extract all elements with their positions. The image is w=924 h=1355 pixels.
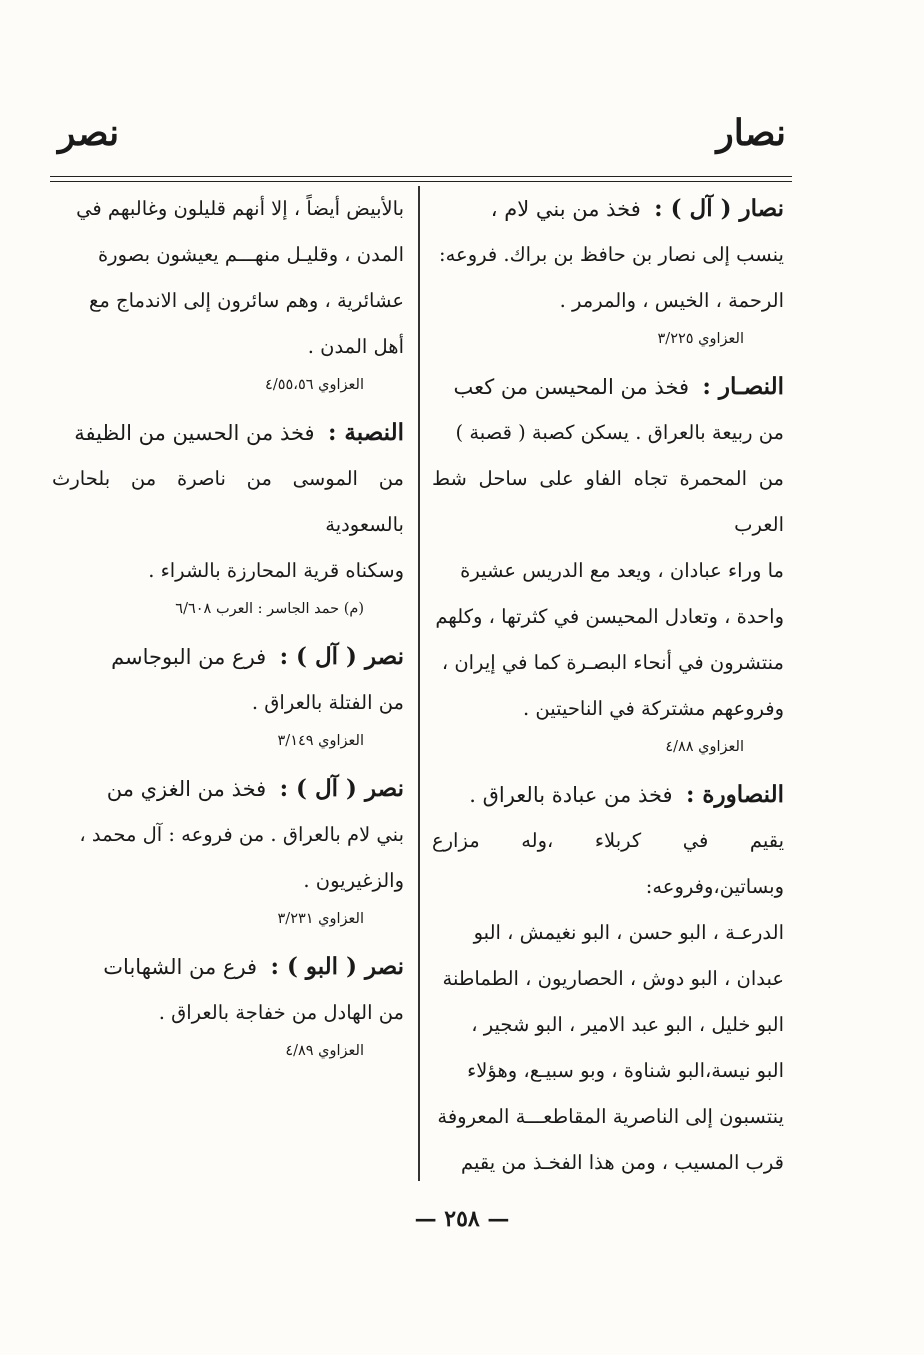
entry-line: من الموسى من ناصرة من بلحارث بالسعودية — [52, 467, 404, 536]
entry-source: (م) حمد الجاسر : العرب ٦/٦٠٨ — [175, 601, 364, 617]
entry-al-nassar — [432, 186, 784, 352]
entry-line: والزغيريون . — [303, 869, 404, 892]
entry-line: واحدة ، وتعادل المحيسن في كثرتها ، وكلهم — [435, 605, 784, 628]
entry-line: فخذ من الحسين من الظيفة — [74, 421, 315, 445]
entry-headword: النصبة : — [327, 419, 404, 446]
entry-line: البو خليل ، البو عبد الامير ، البو شجير ، — [471, 1013, 784, 1036]
entry-line: وفروعهم مشتركة في الناحيتين . — [522, 697, 784, 720]
entry-line: ينسب إلى نصار بن حافظ بن براك. فروعه: — [439, 243, 784, 266]
entry-line: أهل المدن . — [307, 335, 404, 358]
entry-source: العزاوي ٤/٨٩ — [285, 1043, 364, 1059]
entry-line: من المحمرة تجاه الفاو على ساحل شط العرب — [432, 467, 784, 536]
entry-headword: نصار ( آل ) : — [654, 195, 784, 222]
entry-headword: النصاورة : — [685, 781, 784, 808]
entry-line: فرع من الشهابات — [103, 955, 258, 979]
entry-line: من ربيعة بالعراق . يسكن كصبة ( قصبة ) — [455, 421, 784, 444]
entry-nasr-albu — [52, 944, 404, 1064]
entry-headword: نصر ( آل ) : — [279, 775, 404, 802]
entry-source: العزاوي ٣/٢٣١ — [277, 911, 364, 927]
entry-continuation — [52, 186, 404, 398]
entry-line: يقيم في كربلاء ،وله مزارع وبساتين،وفروعه: — [432, 829, 784, 898]
entry-al-nusba — [52, 410, 404, 622]
entry-source: العزاوي ٣/١٤٩ — [277, 733, 364, 749]
entry-source: العزاوي ٤/٥٥،٥٦ — [265, 377, 364, 393]
running-head-left: نصر — [58, 112, 120, 154]
entry-line: ما وراء عبادان ، ويعد مع الدريس عشيرة — [460, 559, 784, 582]
entry-line: بني لام بالعراق . من فروعه : آل محمد ، — [79, 823, 404, 846]
entry-headword: نصر ( البو ) : — [270, 953, 404, 980]
entry-nasr-al-2 — [52, 766, 404, 932]
page-number: — ٢٥٨ — — [414, 1206, 510, 1232]
entry-source: العزاوي ٣/٢٢٥ — [657, 331, 744, 347]
entry-line: فخذ من بني لام ، — [490, 197, 641, 221]
entry-line: فخذ من عبادة بالعراق . — [469, 783, 673, 807]
entry-line: عبدان ، البو دوش ، الحصاريون ، الطماطنة — [442, 967, 784, 990]
header-rule — [50, 181, 792, 182]
entry-line: من الهادل من خفاجة بالعراق . — [158, 1001, 404, 1024]
entry-line: فخذ من المحيسن من كعب — [453, 375, 689, 399]
entry-line: منتشرون في أنحاء البصـرة كما في إيران ، — [441, 651, 784, 674]
entry-headword: نصر ( آل ) : — [279, 643, 404, 670]
entry-al-nasawira — [432, 772, 784, 1186]
entry-line: الدرعـة ، البو حسن ، البو نغيمش ، البو — [473, 921, 784, 944]
entry-line: البو نيسة،البو شناوة ، وبو سبيـع، وهؤلاء — [467, 1059, 784, 1082]
entry-source: العزاوي ٤/٨٨ — [665, 739, 744, 755]
right-column — [432, 186, 784, 1186]
entry-line: وسكناه قرية المحارزة بالشراء . — [148, 559, 404, 582]
column-divider — [418, 186, 420, 1181]
entry-line: من الفتلة بالعراق . — [251, 691, 404, 714]
entry-line: فرع من البوجاسم — [111, 645, 267, 669]
entry-line: ينتسبون إلى الناصرية المقاطعـــة المعروفة — [437, 1105, 784, 1128]
left-column — [52, 186, 404, 1076]
entry-headword: النصـار : — [702, 373, 784, 400]
entry-nasr-al-1 — [52, 634, 404, 754]
entry-line: عشائرية ، وهم سائرون إلى الاندماج مع — [88, 289, 404, 312]
entry-al-nassar-kaab — [432, 364, 784, 760]
entry-line: قرب المسيب ، ومن هذا الفخـذ من يقيم — [460, 1151, 784, 1174]
header-rule — [50, 176, 792, 177]
entry-line: فخذ من الغزي من — [106, 777, 267, 801]
entry-line: المدن ، وقليـل منهـــم يعيشون بصورة — [97, 243, 404, 266]
running-head-right: نصار — [716, 112, 786, 154]
entry-line: الرحمة ، الخيس ، والمرمر . — [559, 289, 784, 312]
entry-line: بالأبيض أيضاً ، إلا أنهم قليلون وغالبهم في — [76, 197, 404, 220]
